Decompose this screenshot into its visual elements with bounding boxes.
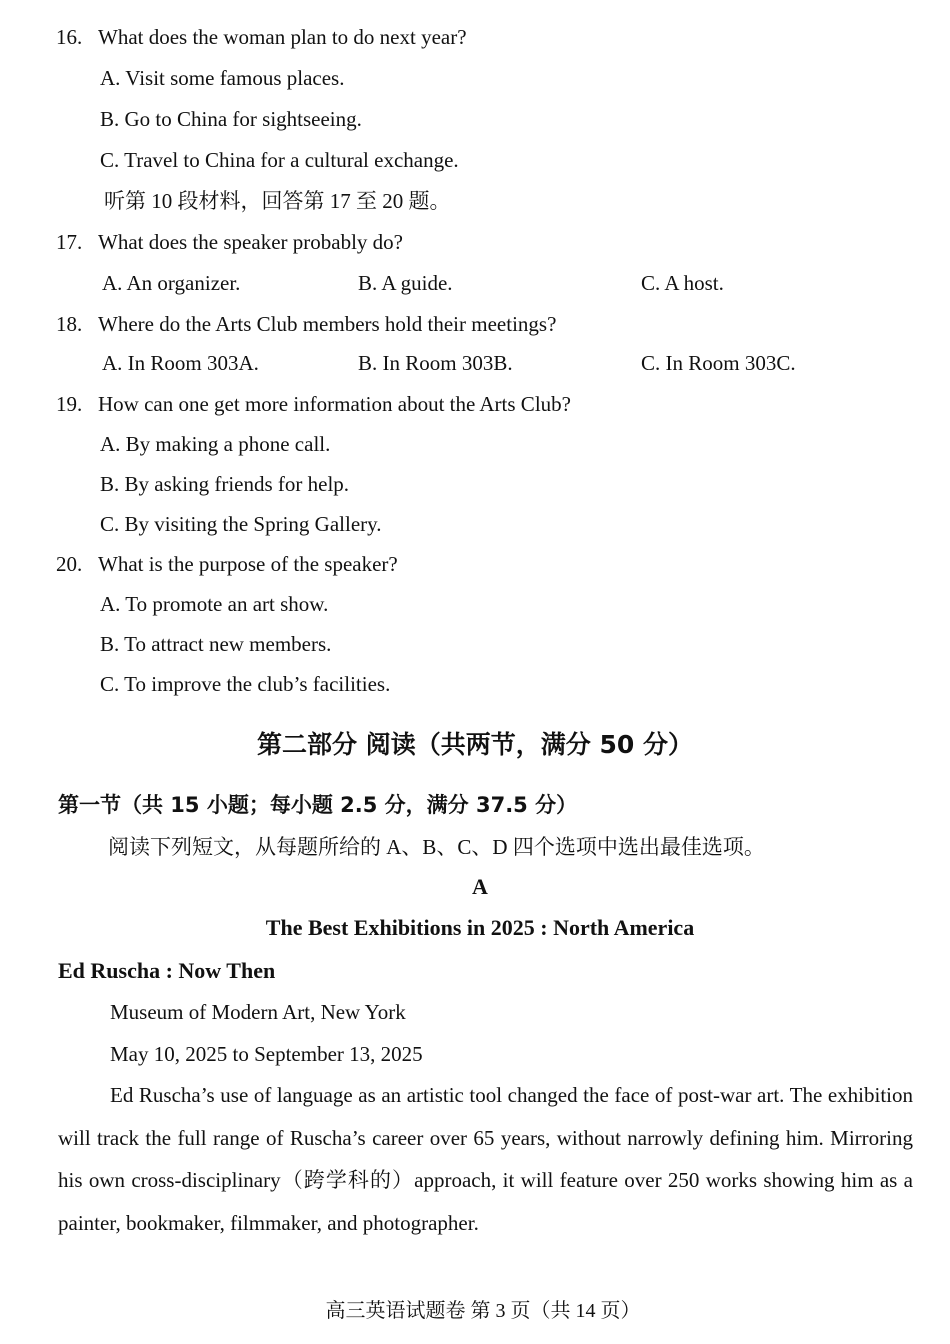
reading-instruction: 阅读下列短文，从每题所给的 A、B、C、D 四个选项中选出最佳选项。 — [108, 835, 765, 859]
question-text: What is the purpose of the speaker? — [98, 552, 398, 576]
question-17 — [56, 229, 403, 255]
exhibition-venue: Museum of Modern Art, New York — [110, 1000, 406, 1024]
option-16c: C. Travel to China for a cultural exchange. — [100, 148, 459, 172]
exhibition-name: Ed Ruscha : Now Then — [58, 958, 276, 983]
question-text: Where do the Arts Club members hold their meetings? — [98, 312, 557, 336]
option-18b: B. In Room 303B. — [358, 351, 513, 375]
question-text: How can one get more information about the Arts Club? — [98, 392, 571, 416]
question-18 — [56, 311, 556, 337]
question-16 — [56, 24, 467, 50]
option-19b: B. By asking friends for help. — [100, 472, 350, 496]
question-text: What does the woman plan to do next year? — [98, 25, 467, 49]
option-18c: C. In Room 303C. — [641, 351, 796, 375]
question-text: What does the speaker probably do? — [98, 230, 403, 254]
option-20b: B. To attract new members. — [100, 632, 332, 656]
question-number: 20. — [56, 552, 83, 576]
exhibition-description: Ed Ruscha’s use of language as an artistic tool changed the face of post-war art. The exhibition will track the full range of Ruscha’s career over 65 years, without narrowly defining him. Mirroring his own cross-disciplinary（跨学科的）approach, it will feature over 250 works showing him as a painter, bookmaker, filmmaker, and photographer. — [58, 1083, 913, 1235]
option-16a: A. Visit some famous places. — [100, 66, 345, 90]
option-17c: C. A host. — [641, 271, 724, 295]
question-number: 16. — [56, 25, 83, 49]
option-17a: A. An organizer. — [102, 271, 241, 295]
option-18a: A. In Room 303A. — [102, 351, 259, 375]
passage-label: A — [472, 874, 488, 899]
option-19a: A. By making a phone call. — [100, 432, 331, 456]
section-title: 第一节（共 15 小题；每小题 2.5 分，满分 37.5 分） — [58, 793, 578, 817]
question-number: 17. — [56, 230, 83, 254]
option-20a: A. To promote an art show. — [100, 592, 329, 616]
listening-instruction: 听第 10 段材料，回答第 17 至 20 题。 — [104, 189, 451, 213]
question-19 — [56, 391, 571, 417]
part-title: 第二部分 阅读（共两节，满分 50 分） — [257, 730, 693, 759]
question-number: 19. — [56, 392, 83, 416]
question-20 — [56, 551, 398, 577]
option-17b: B. A guide. — [358, 271, 453, 295]
exhibition-dates: May 10, 2025 to September 13, 2025 — [110, 1042, 423, 1066]
page-footer: 高三英语试题卷 第 3 页（共 14 页） — [325, 1300, 641, 1322]
option-16b: B. Go to China for sightseeing. — [100, 107, 362, 131]
question-number: 18. — [56, 312, 83, 336]
passage-title: The Best Exhibitions in 2025 : North America — [265, 915, 695, 940]
option-19c: C. By visiting the Spring Gallery. — [100, 512, 382, 536]
option-20c: C. To improve the club’s facilities. — [100, 672, 391, 696]
